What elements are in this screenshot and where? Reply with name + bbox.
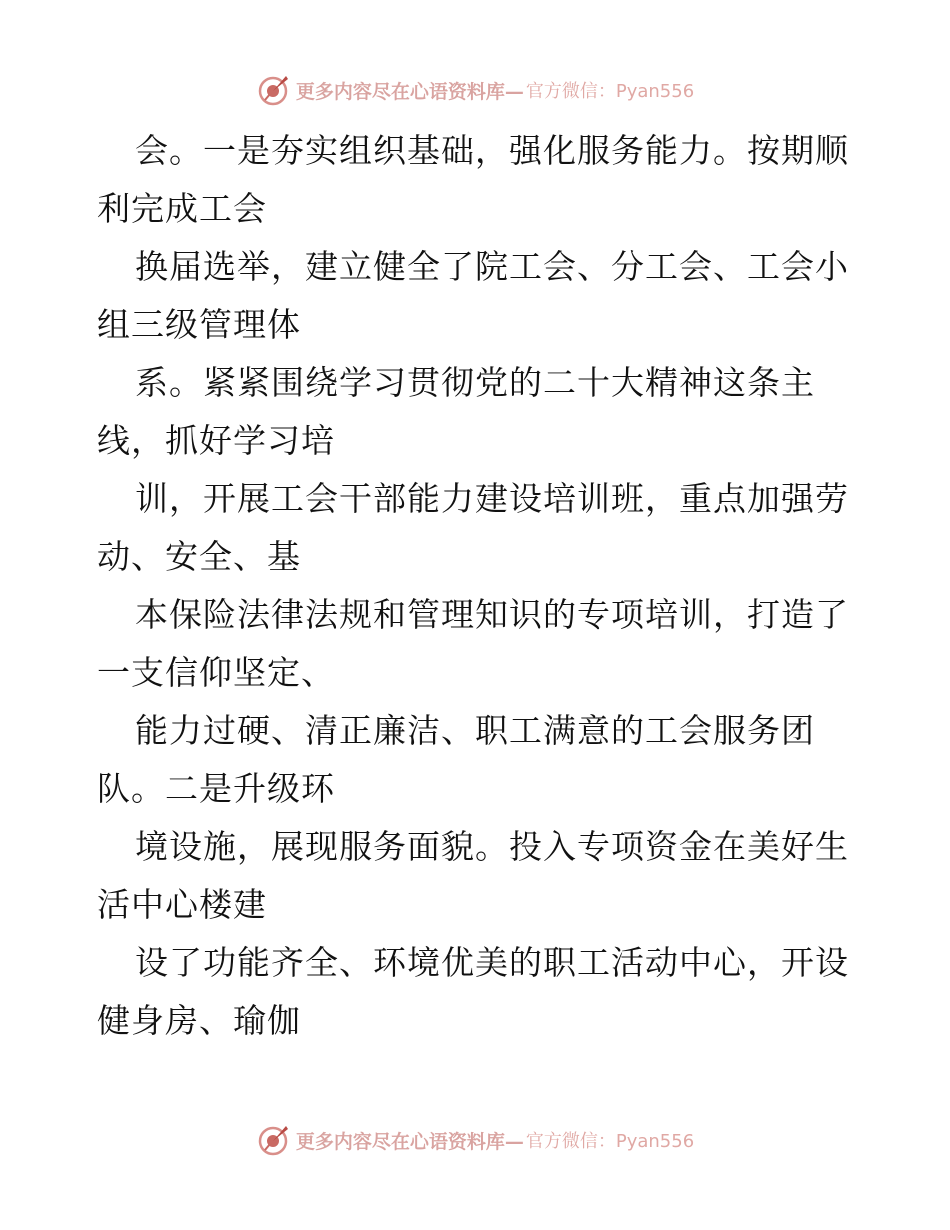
body-line: 动、安全、基 [97, 537, 301, 576]
body-line: 会。一是夯实组织基础，强化服务能力。按期顺 [135, 131, 849, 170]
body-line: 健身房、瑜伽 [97, 1001, 301, 1040]
body-line: 活中心楼建 [97, 885, 267, 924]
body-line: 本保险法律法规和管理知识的专项培训，打造了 [135, 595, 849, 634]
banner-site-text: 更多内容尽在心语资料库— [295, 80, 524, 103]
body-line: 设了功能齐全、环境优美的职工活动中心，开设 [135, 943, 849, 982]
body-line: 一支信仰坚定、 [97, 653, 335, 692]
body-line: 利完成工会 [97, 189, 267, 228]
body-line: 换届选举，建立健全了院工会、分工会、工会小 [135, 247, 849, 286]
body-line: 队。二是升级环 [97, 769, 335, 808]
banner-wechat-text: 官方微信：Pyan556 [525, 81, 695, 102]
document-body [97, 122, 857, 1050]
body-line: 组三级管理体 [97, 305, 301, 344]
header-watermark-banner [0, 70, 950, 110]
quill-pen-logo-icon [256, 73, 290, 107]
footer-watermark-banner [0, 1120, 950, 1160]
body-line: 能力过硬、清正廉洁、职工满意的工会服务团 [135, 711, 815, 750]
body-line: 线，抓好学习培 [97, 421, 335, 460]
banner-site-text: 更多内容尽在心语资料库— [295, 1130, 524, 1153]
body-line: 训，开展工会干部能力建设培训班，重点加强劳 [135, 479, 849, 518]
banner-wechat-text: 官方微信：Pyan556 [525, 1131, 695, 1152]
quill-pen-logo-icon [256, 1123, 290, 1157]
body-line: 系。紧紧围绕学习贯彻党的二十大精神这条主 [135, 363, 815, 402]
body-line: 境设施，展现服务面貌。投入专项资金在美好生 [135, 827, 849, 866]
